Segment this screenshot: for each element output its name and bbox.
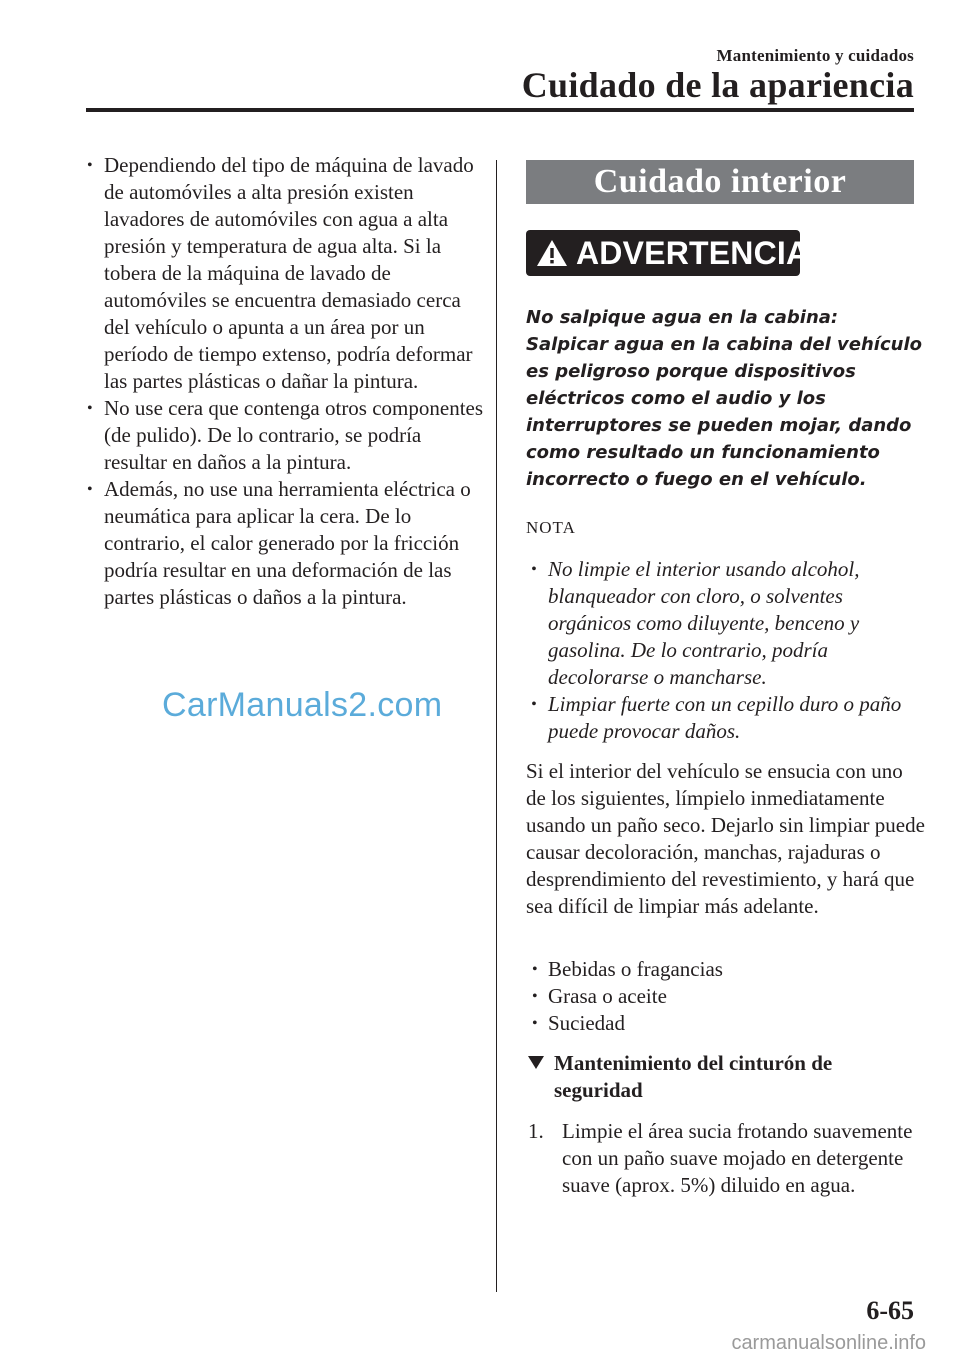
section-banner: Cuidado interior bbox=[526, 160, 914, 204]
list-item: • Grasa o aceite bbox=[532, 984, 667, 1008]
page-number: 6-65 bbox=[866, 1296, 914, 1325]
warning-label: ADVERTENCIA bbox=[526, 230, 800, 276]
list-item: • No limpie el interior usando alcohol, blanqueador con cloro, o solventes orgánicos como diluyente, benceno y gasolina. De lo contrario, podría decolorarse o mancharse. bbox=[531, 557, 860, 689]
bullet-icon: • bbox=[532, 988, 538, 1005]
warning-title: No salpique agua en la cabina: bbox=[526, 307, 839, 328]
body-paragraph: Si el interior del vehículo se ensucia con uno de los siguientes, límpielo inmediatamente usando un paño seco. Dejarlo sin limpiar puede causar decoloración, manchas, rajaduras o desprendimiento del revestimiento, y hará que sea difícil de limpiar más adelante. bbox=[526, 759, 925, 918]
bullet-icon: • bbox=[87, 400, 93, 417]
note-title: NOTA bbox=[526, 518, 576, 537]
chapter-title: Mantenimiento y cuidados bbox=[716, 46, 914, 65]
list-item: • Suciedad bbox=[532, 1011, 625, 1035]
stain-list bbox=[532, 956, 723, 1037]
list-item: • Dependiendo del tipo de máquina de lavado de automóviles a alta presión existen lavadores de automóviles con agua a alta presión y temperatura de agua alta. Si la tobera de la máquina de lavado de automóviles se encuentra demasiado cerca del vehículo o apunta a un área por un período de tiempo extenso, podría deformar las partes plásticas o dañar la pintura. bbox=[87, 153, 474, 393]
bullet-icon: • bbox=[87, 481, 93, 498]
triangle-marker-icon bbox=[528, 1056, 544, 1069]
step-text: Limpie el área sucia frotando suavemente con un paño suave mojado en detergente suave (aprox. 5%) diluido en agua. bbox=[562, 1119, 913, 1197]
footer-link[interactable]: carmanualsonline.info bbox=[731, 1332, 926, 1354]
bullet-icon: • bbox=[87, 157, 93, 174]
header-rule bbox=[86, 108, 914, 112]
section-title: Cuidado de la apariencia bbox=[521, 65, 914, 105]
list-item: • Además, no use una herramienta eléctrica o neumática para aplicar la cera. De lo contrario, el calor generado por la fricción podría resultar en una deformación de las partes plásticas o daños a la pintura. bbox=[87, 477, 471, 609]
bullet-icon: • bbox=[531, 561, 537, 578]
left-column bbox=[84, 152, 484, 611]
warning-body bbox=[526, 304, 926, 493]
bullet-icon: • bbox=[532, 1015, 538, 1032]
list-item: • Limpiar fuerte con un cepillo duro o paño puede provocar daños. bbox=[531, 692, 902, 743]
list-item: • Bebidas o fragancias bbox=[532, 957, 723, 981]
subsection-heading: Mantenimiento del cinturón de seguridad bbox=[528, 1050, 908, 1104]
bullet-icon: • bbox=[531, 696, 537, 713]
note-list bbox=[528, 556, 914, 745]
warning-triangle-icon bbox=[536, 238, 568, 268]
column-divider bbox=[496, 160, 497, 1292]
bullet-icon: • bbox=[532, 961, 538, 978]
watermark-link[interactable]: CarManuals2.com bbox=[162, 686, 443, 724]
list-item: • No use cera que contenga otros componentes (de pulido). De lo contrario, se podría resultar en daños a la pintura. bbox=[87, 396, 484, 474]
step-number: 1. bbox=[528, 1119, 544, 1143]
step-item bbox=[528, 1118, 918, 1199]
warning-text: Salpicar agua en la cabina del vehículo es peligroso porque dispositivos eléctricos como el audio y los interruptores se pueden mojar, dando como resultado un funcionamiento incorrecto o fuego en el vehículo. bbox=[526, 334, 922, 490]
